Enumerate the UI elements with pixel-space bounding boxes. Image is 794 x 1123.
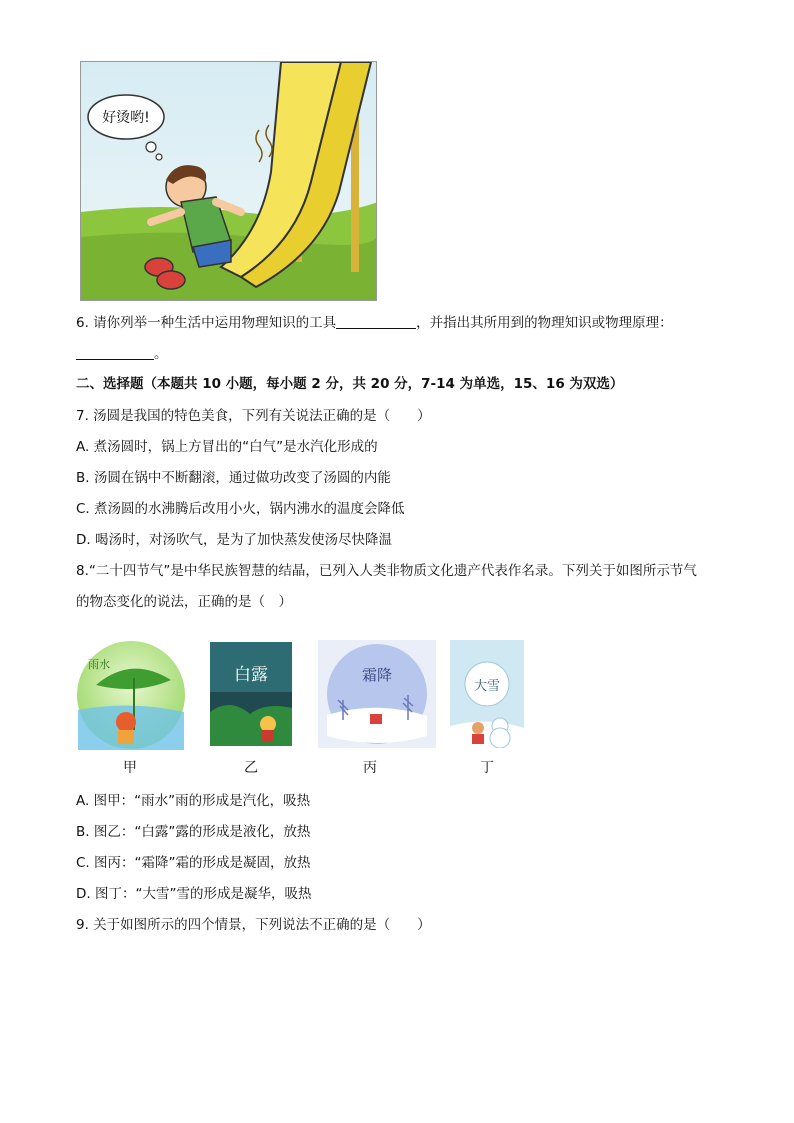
q6-text-a: 6. 请你列举一种生活中运用物理知识的工具 <box>76 315 337 331</box>
picture-jia-text: 雨水 <box>88 658 110 671</box>
slide-cartoon-illustration <box>81 62 377 301</box>
q7-option-b[interactable]: B. 汤圆在锅中不断翻滚，通过做功改变了汤圆的内能 <box>76 470 391 486</box>
q8-stem-line2: 的物态变化的说法，正确的是（ ） <box>76 594 292 610</box>
q6-line2 <box>76 344 168 364</box>
q8-option-a[interactable]: A. 图甲：“雨水”雨的形成是汽化，吸热 <box>76 793 311 809</box>
picture-ding <box>450 640 524 748</box>
q8-option-d[interactable]: D. 图丁：“大雪”雪的形成是凝华，吸热 <box>76 886 312 902</box>
q6-text-end: 。 <box>154 346 168 362</box>
q8-option-b[interactable]: B. 图乙：“白露”露的形成是液化，放热 <box>76 824 311 840</box>
q7-option-a[interactable]: A. 煮汤圆时，锅上方冒出的“白气”是水汽化形成的 <box>76 439 378 455</box>
section2-heading: 二、选择题（本题共 10 小题，每小题 2 分，共 20 分，7-14 为单选，15、16 为双选） <box>76 376 624 392</box>
q7-option-d[interactable]: D. 喝汤时，对汤吹气，是为了加快蒸发使汤尽快降温 <box>76 532 392 548</box>
q6-blank-1[interactable] <box>336 314 416 329</box>
slide-cartoon-figure <box>80 61 377 301</box>
q6-line1 <box>76 313 673 333</box>
q6-text-b: ，并指出其所用到的物理知识或物理原理： <box>416 315 673 331</box>
picture-bing-text: 霜降 <box>361 666 393 684</box>
picture-yi-text: 白露 <box>234 665 268 685</box>
q7-stem: 7. 汤圆是我国的特色美食，下列有关说法正确的是（ ） <box>76 408 431 424</box>
caption-ding: 丁 <box>480 760 494 776</box>
caption-yi: 乙 <box>244 760 258 776</box>
picture-yi <box>210 642 292 746</box>
q8-option-c[interactable]: C. 图丙：“霜降”霜的形成是凝固，放热 <box>76 855 311 871</box>
caption-bing: 丙 <box>363 760 377 776</box>
q9-stem: 9. 关于如图所示的四个情景，下列说法不正确的是（ ） <box>76 917 431 933</box>
q7-option-c[interactable]: C. 煮汤圆的水沸腾后改用小火，锅内沸水的温度会降低 <box>76 501 405 517</box>
picture-jia <box>76 640 186 750</box>
q8-stem-line1: 8.“二十四节气”是中华民族智慧的结晶，已列入人类非物质文化遗产代表作名录。下列关于如图所示节气 <box>76 563 697 579</box>
speech-bubble-text: 好烫哟! <box>102 110 150 126</box>
picture-ding-text: 大雪 <box>473 679 501 694</box>
picture-bing <box>318 640 436 748</box>
q6-blank-2[interactable] <box>76 345 154 360</box>
caption-jia: 甲 <box>123 760 137 776</box>
